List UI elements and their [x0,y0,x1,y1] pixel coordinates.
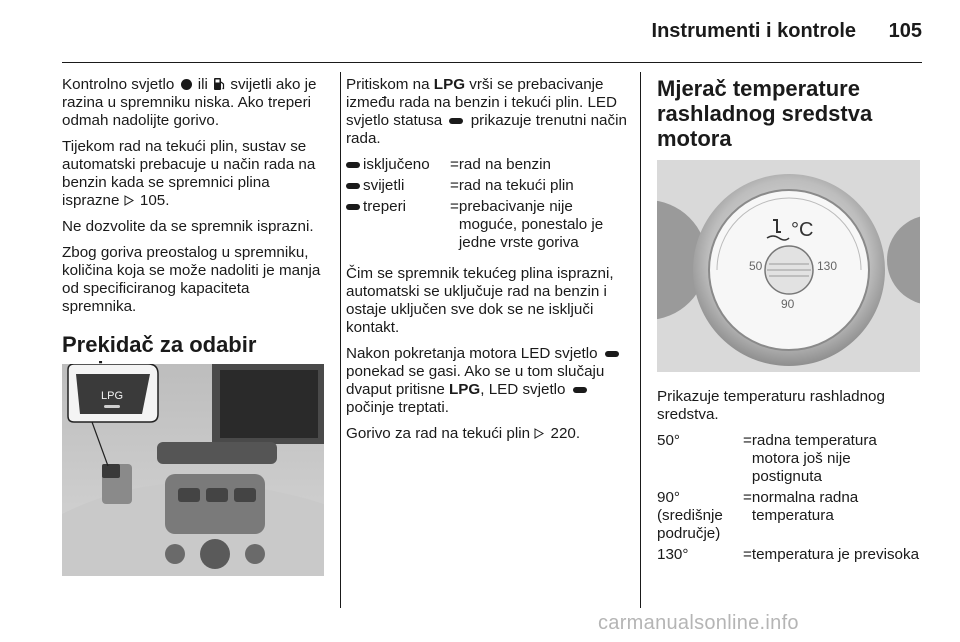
table-row: 50° = radna temperatura motora još nije postignuta [657,432,877,485]
svg-text:°C: °C [791,219,814,241]
led-status-icon [346,204,360,210]
column-divider [340,72,341,608]
page-reference-icon [124,195,134,206]
section-heading: Mjerač temperature rashladnog sredstva motora [657,76,873,151]
paragraph: Ne dozvolite da se spremnik isprazni. [62,218,314,235]
paragraph: Nakon pokretanja motora LED svjetlo ponekad se gasi. Ako se u tom slučaju dvaput pritisne LPG, LED svjetlo počinje treptati. [346,345,628,417]
page-number: 105 [888,20,922,42]
watermark: carmanualsonline.info [598,612,799,634]
paragraph: Zbog goriva preostalog u spremniku, količina koja se može nadoliti je manja od specificiranog kapaciteta spremnika. [62,244,321,315]
table-row: 130° = temperatura je previsoka [657,546,920,563]
led-status-icon [346,183,360,189]
table-row: 90° (središnje područje) = normalna radna temperatura [657,489,859,542]
table-row: treperi = prebacivanje nije moguće, ponestalo je jedne vrste goriva [346,198,628,255]
paragraph: Kontrolno svjetlo ili svijetli ako je razina u spremniku niska. Ako treperi odmah nadolijte gorivo. [62,76,317,129]
fuel-warning-dot-icon [181,79,192,90]
table-row: isključeno = rad na benzin [346,156,628,177]
led-status-icon [605,351,619,357]
paragraph: Pritiskom na LPG vrši se prebacivanje između rada na benzin i tekući plin. LED svjetlo statusa prikazuje trenutni način rada. [346,76,627,147]
lpg-switch-photo [62,364,324,576]
table-row: svijetli = rad na tekući plin [346,177,628,198]
section-heading: Prekidač za odabir [62,332,257,357]
temperature-table [657,432,922,567]
paragraph: Tijekom rad na tekući plin, sustav se automatski prebacuje u način rada na benzin kada se spremnici plina isprazne 105. [62,138,316,209]
svg-text:130: 130 [817,259,838,273]
column-middle [346,76,628,451]
column-right [657,76,922,163]
header-title: Instrumenti i kontrole [651,20,856,42]
led-state-table [346,156,628,255]
paragraph: Čim se spremnik tekućeg plina isprazni, automatski se uključuje rad na benzin i ostaje uključen sve dok se ne isključi kontakt. [346,265,614,336]
column-left [62,76,326,394]
led-status-icon [346,162,360,168]
svg-text:50: 50 [749,259,763,273]
led-status-icon [449,118,463,124]
paragraph: Gorivo za rad na tekući plin 220. [346,425,581,442]
column-divider [640,72,641,608]
column-right-text [657,388,922,577]
coolant-gauge-photo [657,160,920,372]
fuel-pump-icon [213,77,225,91]
svg-text:90: 90 [781,297,795,311]
led-status-icon [573,387,587,393]
page-header [62,18,922,63]
paragraph: Prikazuje temperaturu rashladnog sredstva. [657,388,885,423]
lpg-button-label: LPG [100,390,124,402]
page-reference-icon [534,428,544,439]
